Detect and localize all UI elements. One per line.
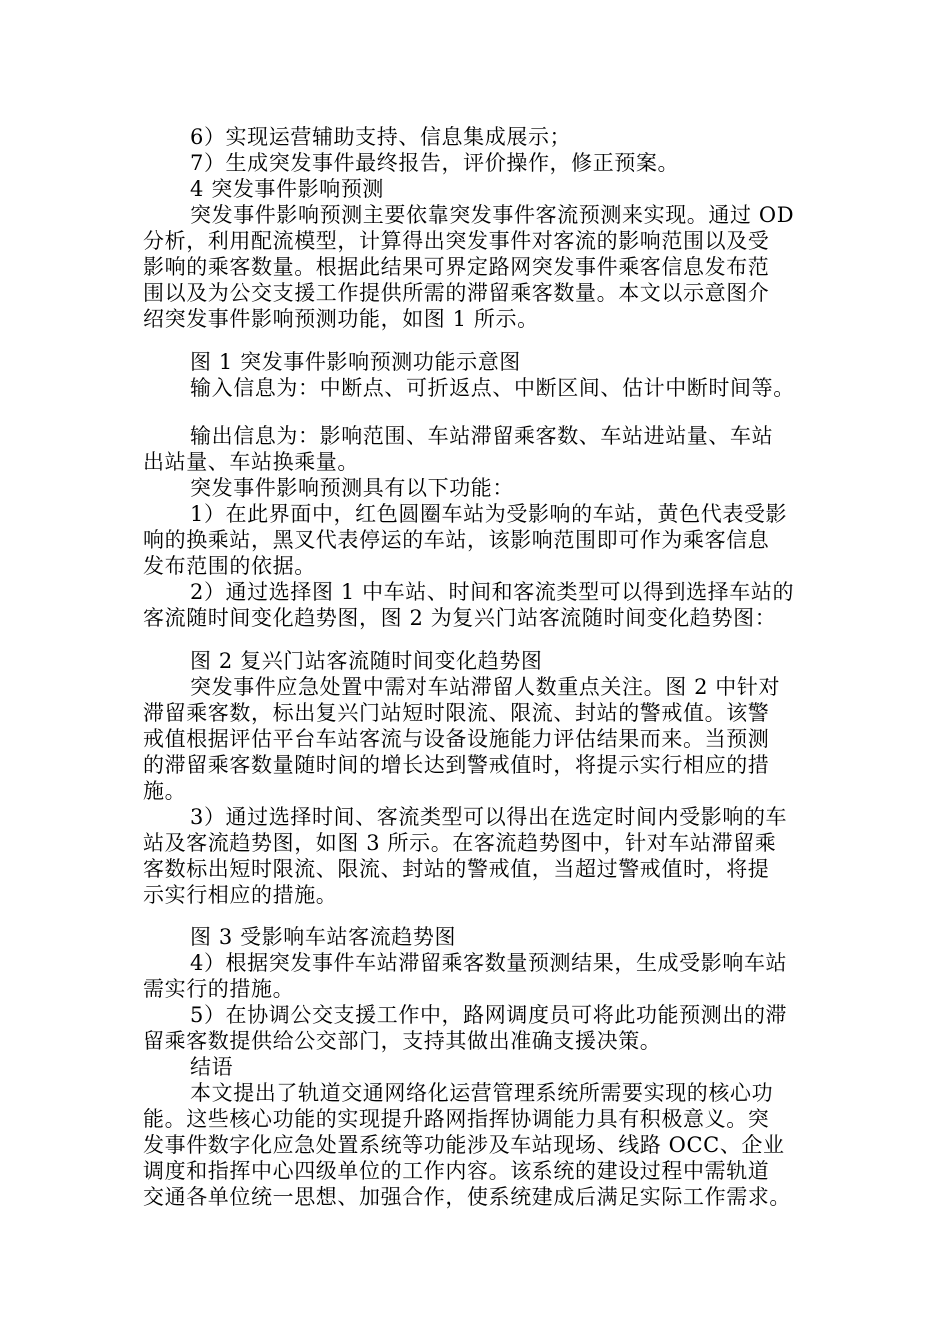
section-heading-conclusion: 结语	[190, 1055, 234, 1079]
paragraph-line: 输出信息为：影响范围、车站滞留乘客数、车站进站量、车站	[190, 424, 774, 448]
paragraph-line: 围以及为公交支援工作提供所需的滞留乘客数量。本文以示意图介	[143, 281, 770, 305]
paragraph-line: 1）在此界面中，红色圆圈车站为受影响的车站，黄色代表受影	[190, 502, 788, 526]
paragraph-line: 交通各单位统一思想、加强合作，使系统建成后满足实际工作需求。	[143, 1185, 791, 1209]
figure-caption-2: 图 2 复兴门站客流随时间变化趋势图	[190, 649, 543, 673]
paragraph-line: 突发事件影响预测主要依靠突发事件客流预测来实现。通过 OD	[190, 203, 795, 227]
figure-caption-3: 图 3 受影响车站客流趋势图	[190, 925, 457, 949]
paragraph-line: 输入信息为：中断点、可折返点、中断区间、估计中断时间等。	[190, 376, 795, 400]
paragraph-line: 2）通过选择图 1 中车站、时间和客流类型可以得到选择车站的	[190, 580, 795, 604]
paragraph-line: 施。	[143, 779, 187, 803]
paragraph-line: 5）在协调公交支援工作中，路网调度员可将此功能预测出的滞	[190, 1003, 788, 1027]
paragraph-line: 需实行的措施。	[143, 977, 295, 1001]
paragraph-line: 客流随时间变化趋势图，图 2 为复兴门站客流随时间变化趋势图：	[143, 606, 777, 630]
paragraph-line: 突发事件影响预测具有以下功能：	[190, 476, 514, 500]
list-item-7: 7）生成突发事件最终报告，评价操作，修正预案。	[190, 151, 680, 175]
paragraph-line: 能。这些核心功能的实现提升路网指挥协调能力具有积极意义。突	[143, 1107, 770, 1131]
list-item-6: 6）实现运营辅助支持、信息集成展示；	[190, 125, 572, 149]
paragraph-line: 调度和指挥中心四级单位的工作内容。该系统的建设过程中需轨道	[143, 1159, 770, 1183]
paragraph-line: 3）通过选择时间、客流类型可以得出在选定时间内受影响的车	[190, 805, 788, 829]
paragraph-line: 滞留乘客数，标出复兴门站短时限流、限流、封站的警戒值。该警	[143, 701, 770, 725]
section-heading-4: 4 突发事件影响预测	[190, 177, 385, 201]
paragraph-line: 客数标出短时限流、限流、封站的警戒值，当超过警戒值时，将提	[143, 857, 770, 881]
paragraph-line: 4）根据突发事件车站滞留乘客数量预测结果，生成受影响车站	[190, 951, 788, 975]
paragraph-line: 发布范围的依据。	[143, 554, 316, 578]
paragraph-line: 戒值根据评估平台车站客流与设备设施能力评估结果而来。当预测	[143, 727, 770, 751]
paragraph-line: 出站量、车站换乘量。	[143, 450, 359, 474]
paragraph-line: 本文提出了轨道交通网络化运营管理系统所需要实现的核心功	[190, 1081, 774, 1105]
paragraph-line: 突发事件应急处置中需对车站滞留人数重点关注。图 2 中针对	[190, 675, 781, 699]
paragraph-line: 发事件数字化应急处置系统等功能涉及车站现场、线路 OCC、企业	[143, 1133, 785, 1157]
paragraph-line: 的滞留乘客数量随时间的增长达到警戒值时，将提示实行相应的措	[143, 753, 770, 777]
figure-caption-1: 图 1 突发事件影响预测功能示意图	[190, 350, 521, 374]
paragraph-line: 分析，利用配流模型，计算得出突发事件对客流的影响范围以及受	[143, 229, 770, 253]
paragraph-line: 留乘客数提供给公交部门，支持其做出准确支援决策。	[143, 1029, 662, 1053]
paragraph-line: 影响的乘客数量。根据此结果可界定路网突发事件乘客信息发布范	[143, 255, 770, 279]
paragraph-line: 示实行相应的措施。	[143, 883, 338, 907]
paragraph-line: 绍突发事件影响预测功能，如图 1 所示。	[143, 307, 539, 331]
paragraph-line: 站及客流趋势图，如图 3 所示。在客流趋势图中，针对车站滞留乘	[143, 831, 777, 855]
paragraph-line: 响的换乘站，黑叉代表停运的车站，该影响范围即可作为乘客信息	[143, 528, 770, 552]
